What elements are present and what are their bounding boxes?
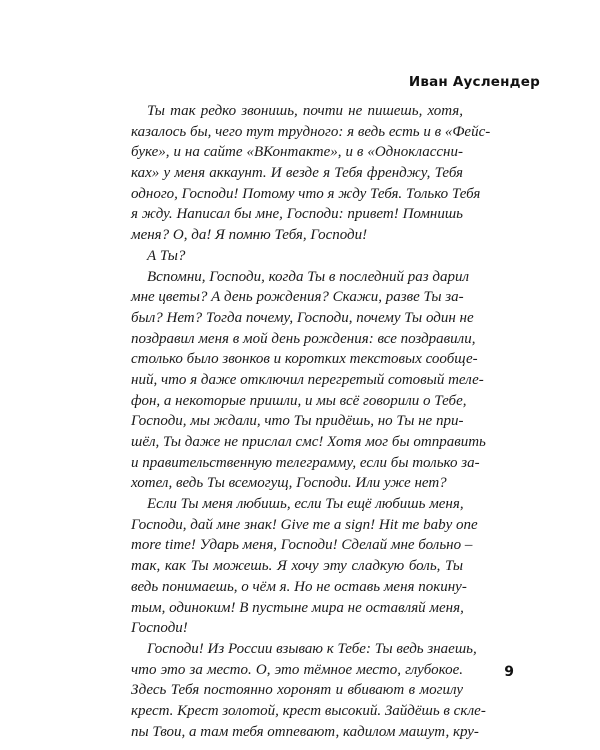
paragraph [131, 101, 491, 246]
text-line: крест. Крест золотой, крест высокий. Зайдёшь в склe- [131, 702, 486, 719]
text-line: столько было звонков и коротких текстовых сообще- [131, 351, 478, 368]
text-line: Господи! [131, 620, 188, 637]
text-line: хотел, ведь Ты всемогущ, Господи. Или уже нет? [131, 475, 447, 492]
paragraph [131, 267, 486, 495]
body-text [131, 101, 491, 742]
running-head-author: Иван Ауслендер [408, 74, 540, 90]
text-line: ведь понимаешь, о чём я. Но не оставь меня покину- [131, 578, 467, 595]
text-line: меня? О, да! Я помню Тебя, Господи! [131, 227, 368, 244]
text-line: мне цветы? А день рождения? Скажи, разве Ты за- [131, 289, 464, 306]
text-line: Ты так редко звонишь, почти не пишешь, хотя, [147, 103, 463, 119]
text-line: Господи! Из России взываю к Тебе: Ты ведь знаешь, [147, 640, 477, 657]
text-line: что это за место. О, это тёмное место, глубокое. [131, 661, 463, 678]
text-line: буке», и на сайте «ВКонтакте», и в «Одноклассни- [131, 144, 463, 161]
text-line: Господи, дай мне знак! Give me a sign! Hit me baby one [131, 516, 478, 533]
text-line: казалось бы, чего тут трудного: я ведь есть и в «Фейс- [131, 123, 491, 140]
paragraph [131, 246, 463, 267]
paragraph [131, 639, 486, 742]
text-line: ках» у меня аккаунт. И везде я Тебя френджу, Тебя [131, 165, 463, 182]
paragraph [131, 494, 478, 639]
text-line: Господи, мы ждали, что Ты придёшь, но Ты не при- [131, 413, 464, 430]
text-line: Здесь Тебя постоянно хоронят и вбивают в могилу [131, 682, 463, 699]
text-line: фон, а некоторые пришли, и мы всё говорили о Тебе, [131, 392, 467, 409]
text-line: тым, одиноким! В пустыне мира не оставляй меня, [131, 599, 464, 616]
text-line: Вспомни, Господи, когда Ты в последний раз дарил [147, 268, 470, 285]
text-line: Если Ты меня любишь, если Ты ещё любишь меня, [147, 496, 464, 513]
text-line: одного, Господи! Потому что я жду Тебя. Только Тебя [131, 185, 481, 202]
text-line: пы Твои, а там тебя отпевают, кадилом машут, кру- [131, 723, 479, 740]
text-line: поздравил меня в мой день рождения: все поздравили, [131, 330, 476, 347]
text-line: А Ты? [147, 247, 186, 264]
text-line: ний, что я даже отключил перегретый сотовый теле- [131, 371, 484, 388]
text-line: и правительственную телеграмму, если бы только за- [131, 454, 480, 471]
text-line: я жду. Написал бы мне, Господи: привет! Помнишь [131, 206, 463, 223]
text-line: так, как Ты можешь. Я хочу эту сладкую боль, Ты [131, 558, 463, 575]
page-number: 9 [504, 664, 514, 680]
text-line: шёл, Ты даже не прислал смс! Хотя мог бы отправить [131, 434, 486, 450]
text-line: был? Нет? Тогда почему, Господи, почему Ты один не [131, 309, 474, 326]
text-line: more time! Ударь меня, Господи! Сделай мне больно – [131, 537, 473, 554]
